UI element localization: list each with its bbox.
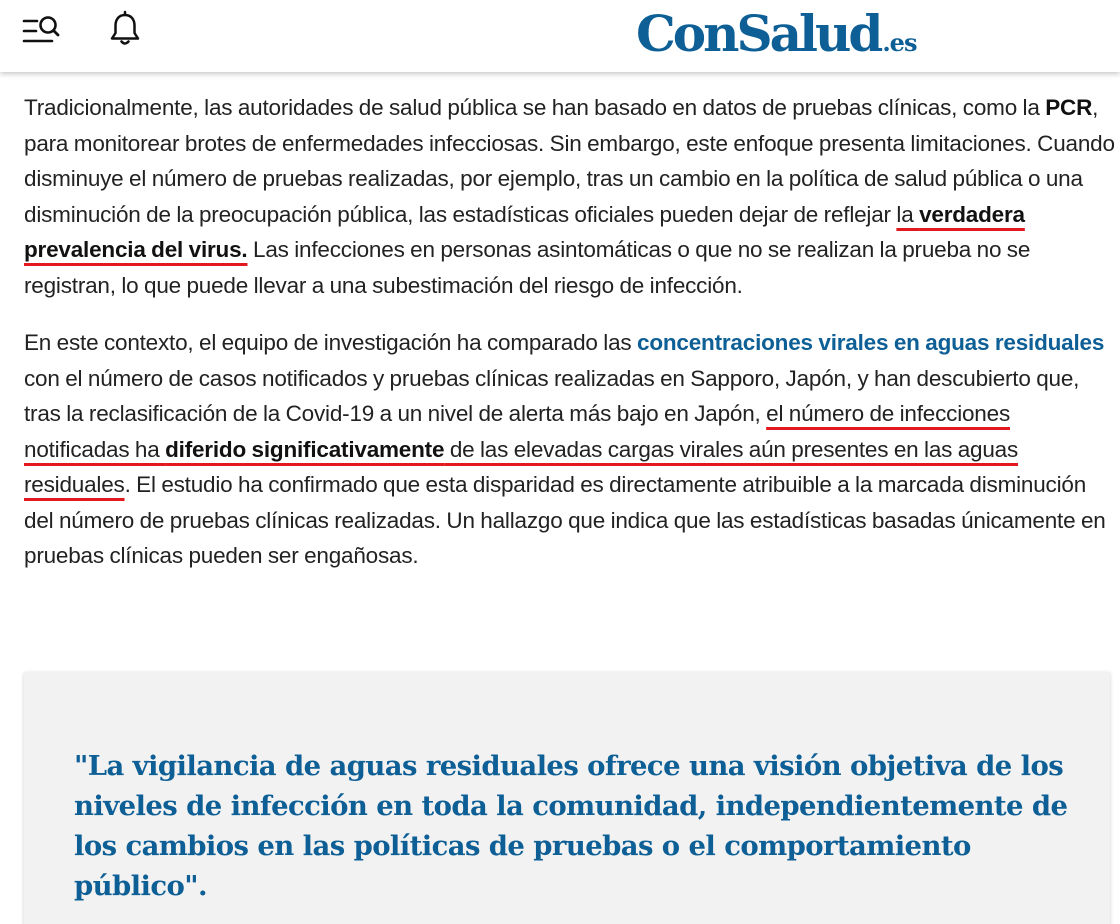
link-concentraciones-virales[interactable]: concentraciones virales en aguas residuales: [637, 330, 1105, 355]
menu-search-icon[interactable]: [22, 10, 64, 50]
highlighted-text: el número de infecciones notificadas ha: [24, 401, 1010, 462]
paragraph-text: , para monitorear brotes de enfermedades infecciosas. Sin embargo, este enfoque presenta limitaciones. Cuando disminuye el número de pruebas realizadas, por ejemplo, tras un cambio en la política de salud pública o una disminución de la preocupación pública, las estadísticas oficiales pueden dejar de reflejar: [24, 95, 1115, 227]
pull-quote-box: [24, 672, 1110, 924]
paragraph-text: Tradicionalmente, las autoridades de salud pública se han basado en datos de pruebas clínicas, como la: [24, 95, 1046, 120]
bold-term-pcr: PCR: [1045, 95, 1093, 120]
paragraph-text: . El estudio ha confirmado que esta disparidad es directamente atribuible a la marcada disminución del número de pruebas clínicas realizadas. Un hallazgo que indica que las estadísticas basadas únicamente en pruebas clínicas pueden ser engañosas.: [24, 472, 1106, 568]
article-paragraph-2: [24, 325, 1116, 574]
bold-highlighted-text: verdadera prevalencia del virus.: [24, 201, 1025, 262]
pull-quote-text: "La vigilancia de aguas residuales ofrece una visión objetiva de los niveles de infección en toda la comunidad, independientemente de los cambios en las políticas de pruebas o el comportamiento público".: [74, 750, 1068, 902]
paragraph-text: En este contexto, el equipo de investigación ha comparado las: [24, 330, 638, 355]
logo-tld-text: .es: [882, 28, 917, 57]
site-logo[interactable]: [636, 4, 916, 64]
paragraph-text: con el número de casos notificados y pruebas clínicas realizadas en Sapporo, Japón, y han descubierto que, tras la reclasificación de la Covid-19 a un nivel de alerta más bajo en Japón,: [24, 365, 1080, 426]
bell-icon[interactable]: [108, 10, 142, 48]
logo-main-text: ConSalud: [636, 4, 881, 63]
highlighted-text: la: [896, 201, 920, 227]
bold-highlighted-text: diferido significativamente: [165, 436, 445, 462]
paragraph-text: Las infecciones en personas asintomáticas o que no se realizan la prueba no se registran, lo que puede llevar a una subestimación del riesgo de infección.: [24, 237, 1031, 298]
highlighted-text: de las elevadas cargas virales aún presentes en las aguas residuales: [24, 436, 1019, 497]
article-paragraph-1: [24, 90, 1116, 303]
article-body: [24, 90, 1116, 574]
site-header: [0, 0, 1120, 72]
